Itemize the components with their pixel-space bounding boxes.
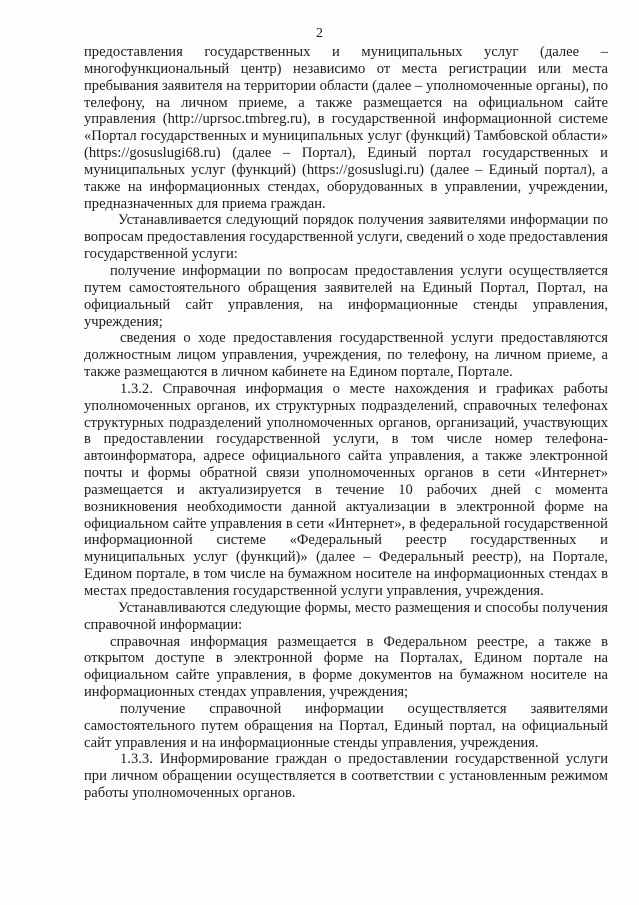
paragraph-reference-forms: Устанавливаются следующие формы, место размещения и способы получения справочной информации:	[84, 599, 608, 633]
document-body	[84, 44, 608, 802]
paragraph-info-procedure: Устанавливается следующий порядок получения заявителями информации по вопросам предоставления государственной услуги, сведений о ходе предоставления государственной услуги:	[84, 212, 608, 263]
paragraph-section-1-3-2: 1.3.2. Справочная информация о месте нахождения и графиках работы уполномоченных органов, их структурных подразделений, справочных телефонах структурных подразделений уполномоченных органов, организаций, участвующих в предоставлении государственной услуги, в том числе номер телефона-автоинформатора, адресе официального сайта управления, а также электронной почты и формы обратной связи уполномоченных органов в сети «Интернет» размещается и актуализируется в течение 10 рабочих дней с момента возникновения необходимости данной актуализации в электронной форме на официальном сайте управления в сети «Интернет», в федеральной государственной информационной системе «Федеральный реестр государственных и муниципальных услуг (функций)» (далее – Федеральный реестр), на Портале, Едином портале, в том числе на бумажном носителе на информационных стендах в местах предоставления государственной услуги управления, учреждения.	[84, 380, 608, 599]
paragraph-info-receipt: получение информации по вопросам предоставления услуги осуществляется путем самостоятельного обращения заявителей на Единый Портал, Портал, на официальный сайт управления, на информационные стенды управления, учреждения;	[84, 262, 608, 330]
page-number: 2	[316, 26, 323, 41]
paragraph-progress-info: сведения о ходе предоставления государственной услуги предоставляются должностным лицом управления, учреждения, по телефону, на личном приеме, а также размещаются в личном кабинете на Едином портале, Портале.	[84, 330, 608, 381]
paragraph-reference-receipt: получение справочной информации осуществляется заявителями самостоятельного путем обращения на Портал, Единый портал, на официальный сайт управления и на информационные стенды управления, учреждения.	[84, 700, 608, 751]
paragraph-reference-placement: справочная информация размещается в Федеральном реестре, а также в открытом доступе в электронной форме на Порталах, Едином портале на официальном сайте управления, в форме документов на бумажном носителе на информационных стендах управления, учреждения;	[84, 633, 608, 701]
paragraph-section-1-3-3: 1.3.3. Информирование граждан о предоставлении государственной услуги при личном обращении осуществляется в соответствии с установленным режимом работы уполномоченных органов.	[84, 751, 608, 802]
paragraph-continuation: предоставления государственных и муниципальных услуг (далее – многофункциональный центр) независимо от места регистрации или места пребывания заявителя на территории области (далее – уполномоченные органы), по телефону, на личном приеме, а также размещается на официальном сайте управления (http://uprsoc.tmbreg.ru), в государственной информационной системе «Портал государственных и муниципальных услуг (функций) Тамбовской области» (https://gosuslugi68.ru) (далее – Портал), Единый портал государственных и муниципальных услуг (функций) (https://gosuslugi.ru) (далее – Единый портал), а также на информационных стендах, оборудованных в управлении, учреждении, предназначенных для приема граждан.	[84, 44, 608, 212]
